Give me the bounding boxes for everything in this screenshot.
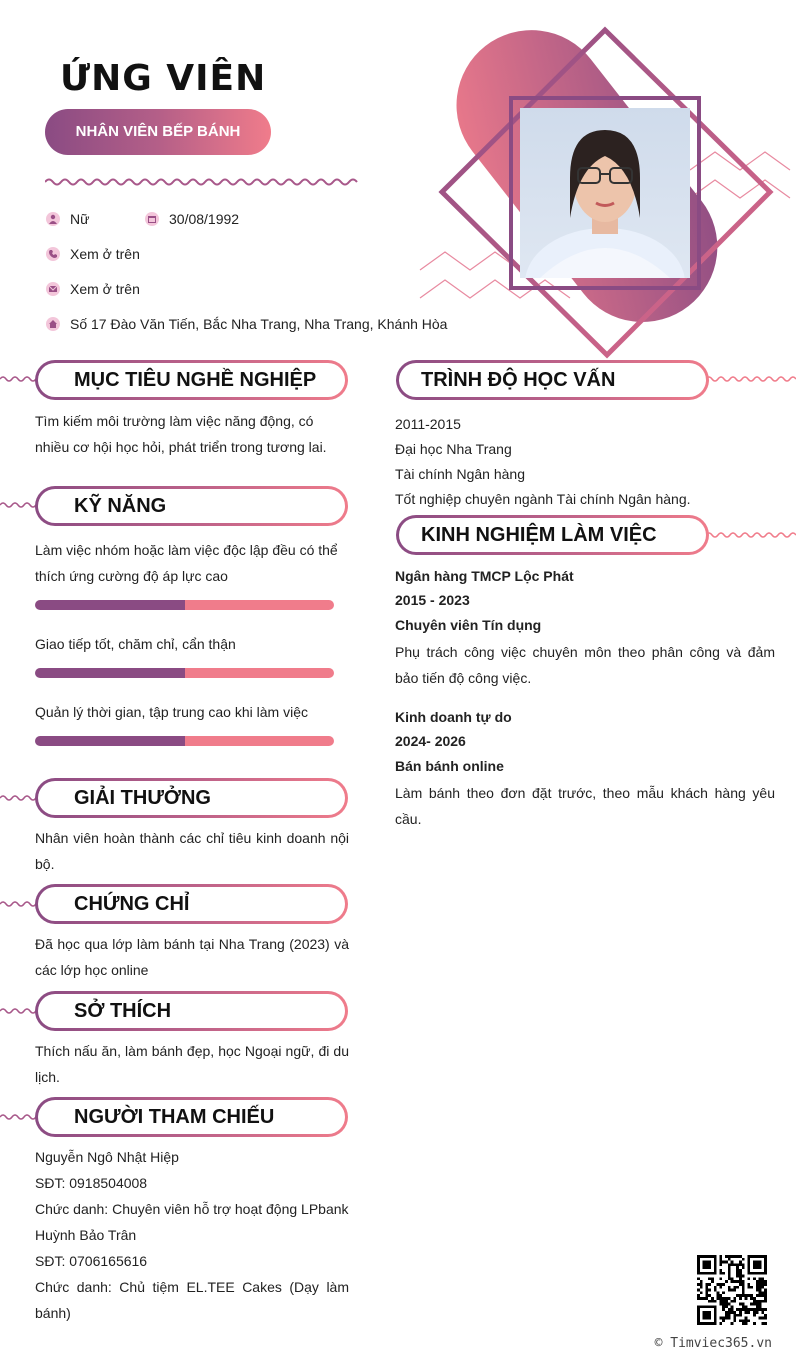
section-title: SỞ THÍCH: [38, 994, 345, 1028]
experience-job: [395, 705, 775, 832]
email-icon: [46, 282, 60, 296]
phone-row: [46, 246, 140, 262]
section-wave: [0, 899, 40, 909]
job-description: Phụ trách công việc chuyên môn theo phân công và đảm bảo tiến độ công việc.: [395, 644, 775, 686]
education-period: 2011-2015: [395, 416, 461, 432]
section-title: CHỨNG CHỈ: [38, 887, 345, 921]
section-wave: [706, 374, 796, 384]
phone-icon: [46, 247, 60, 261]
calendar-icon: [145, 212, 159, 226]
section-wave: [0, 374, 40, 384]
skill-label: Giao tiếp tốt, chăm chỉ, cẩn thận: [35, 636, 236, 652]
section-wave: [706, 530, 796, 540]
section-title: TRÌNH ĐỘ HỌC VẤN: [399, 363, 706, 397]
career-goal-header: [35, 360, 348, 400]
profile-photo: [520, 108, 690, 278]
hobbies-text: Thích nấu ăn, làm bánh đẹp, học Ngoại ngữ, đi du lịch.: [35, 1043, 349, 1085]
reference-line: Chức danh: Chủ tiệm EL.TEE Cakes (Dạy làm bánh): [35, 1279, 349, 1321]
certificates-text: Đã học qua lớp làm bánh tại Nha Trang (2023) và các lớp học online: [35, 936, 349, 978]
references-list: [35, 1144, 349, 1326]
career-goal-text: Tìm kiếm môi trường làm việc năng động, có nhiều cơ hội học hỏi, phát triển trong tương lai.: [35, 413, 327, 455]
skill-bar: [35, 600, 334, 610]
skill-label: Làm việc nhóm hoặc làm việc độc lập đều có thể thích ứng cường độ áp lực cao: [35, 542, 338, 584]
education-block: [395, 412, 775, 512]
gender-row: [46, 211, 89, 227]
skill-bar: [35, 736, 334, 746]
candidate-name: ỨNG VIÊN: [60, 58, 267, 99]
education-school: Đại học Nha Trang: [395, 441, 512, 457]
job-company: Kinh doanh tự do: [395, 709, 512, 725]
email-value: Xem ở trên: [70, 281, 140, 297]
birthday-row: [145, 211, 239, 227]
reference-line: Huỳnh Bảo Trân: [35, 1227, 137, 1243]
job-description: Làm bánh theo đơn đặt trước, theo mẫu khách hàng yêu cầu.: [395, 785, 775, 827]
reference-line: SĐT: 0918504008: [35, 1175, 148, 1191]
job-period: 2024- 2026: [395, 733, 466, 749]
skill-bar-fill: [35, 736, 185, 746]
job-position: Chuyên viên Tín dụng: [395, 617, 542, 633]
home-icon: [46, 317, 60, 331]
reference-line: Chức danh: Chuyên viên hỗ trợ hoạt động LPbank: [35, 1201, 349, 1217]
address-row: [46, 316, 447, 332]
section-title: GIẢI THƯỞNG: [38, 781, 345, 815]
email-row: [46, 281, 140, 297]
references-header: [35, 1097, 348, 1137]
hobbies-header: [35, 991, 348, 1031]
birthday-value: 30/08/1992: [169, 211, 240, 227]
experience-header: [396, 515, 709, 555]
awards-text: Nhân viên hoàn thành các chỉ tiêu kinh doanh nội bộ.: [35, 830, 349, 872]
section-title: NGƯỜI THAM CHIẾU: [38, 1100, 345, 1134]
job-company: Ngân hàng TMCP Lộc Phát: [395, 568, 574, 584]
education-description: Tốt nghiệp chuyên ngành Tài chính Ngân hàng.: [395, 491, 691, 507]
job-period: 2015 - 2023: [395, 592, 470, 608]
job-title-badge: NHÂN VIÊN BẾP BÁNH: [45, 109, 271, 155]
user-icon: [46, 212, 60, 226]
section-wave: [0, 1006, 40, 1016]
skill-bar-fill: [35, 600, 185, 610]
skills-header: [35, 486, 348, 526]
section-wave: [0, 1112, 40, 1122]
experience-job: [395, 564, 775, 691]
job-position: Bán bánh online: [395, 758, 504, 774]
section-wave: [0, 793, 40, 803]
skill-label: Quản lý thời gian, tập trung cao khi làm việc: [35, 704, 308, 720]
reference-line: SĐT: 0706165616: [35, 1253, 148, 1269]
certificates-header: [35, 884, 348, 924]
gender-value: Nữ: [70, 211, 90, 227]
education-header: [396, 360, 709, 400]
phone-value: Xem ở trên: [70, 246, 140, 262]
awards-header: [35, 778, 348, 818]
section-title: KINH NGHIỆM LÀM VIỆC: [399, 518, 706, 552]
copyright-text: © Timviec365.vn: [654, 1336, 772, 1351]
section-wave: [0, 500, 40, 510]
section-title: KỸ NĂNG: [38, 489, 345, 523]
skill-bar-fill: [35, 668, 185, 678]
address-value: Số 17 Đào Văn Tiến, Bắc Nha Trang, Nha Trang, Khánh Hòa: [70, 316, 448, 332]
reference-line: Nguyễn Ngô Nhật Hiệp: [35, 1149, 179, 1165]
education-major: Tài chính Ngân hàng: [395, 466, 525, 482]
section-title: MỤC TIÊU NGHỀ NGHIỆP: [38, 363, 345, 397]
wave-divider: [45, 175, 360, 189]
qr-code: [697, 1255, 767, 1325]
skill-bar: [35, 668, 334, 678]
